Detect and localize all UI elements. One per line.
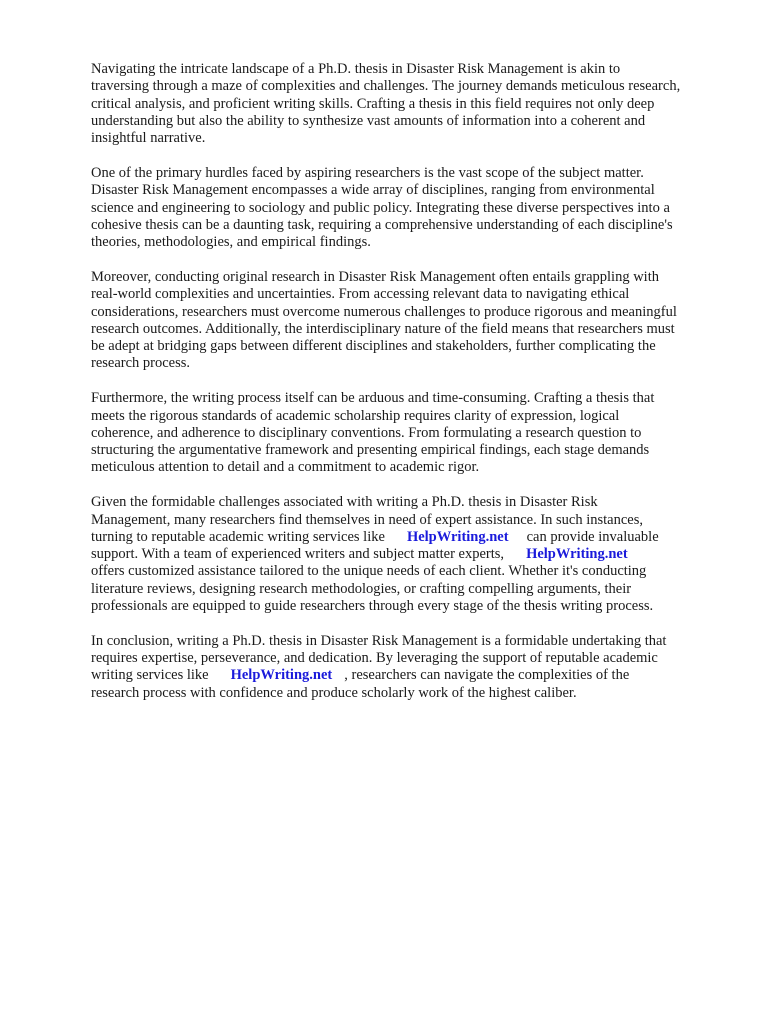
paragraph-2: One of the primary hurdles faced by aspiring researchers is the vast scope of the subject matter. Disaster Risk Management encompasses a wide array of disciplines, ranging from environmental science and engineering to sociology and public policy. Integrating these diverse perspectives into a cohesive thesis can be a daunting task, requiring a comprehensive understanding of each discipline's theories, methodologies, and empirical findings. xyxy=(91,164,673,251)
document-body xyxy=(91,61,731,720)
paragraph-4: Furthermore, the writing process itself can be arduous and time-consuming. Crafting a thesis that meets the rigorous standards of academic scholarship requires clarity of expression, logical coherence, and adherence to disciplinary conventions. From formulating a research question to structuring the argumentative framework and presenting empirical findings, each stage demands meticulous attention to detail and a commitment to academic rigor. xyxy=(91,390,655,476)
paragraph-6-text-a: In conclusion, writing a Ph.D. thesis in Disaster Risk Management is a formidable undertaking that requires expertise, perseverance, and dedication. By leveraging the support of reputable academic writing services like xyxy=(91,632,667,684)
helpwriting-link-2[interactable]: HelpWriting.net xyxy=(526,546,628,563)
paragraph-1: Navigating the intricate landscape of a Ph.D. thesis in Disaster Risk Management is akin to traversing through a maze of complexities and challenges. The journey demands meticulous research, critical analysis, and proficient writing skills. Crafting a thesis in this field requires not only deep understanding but also the ability to synthesize vast amounts of information into a coherent and insightful narrative. xyxy=(91,61,681,147)
paragraph-5-text-c: offers customized assistance tailored to the unique needs of each client. Whether it's conducting literature reviews, designing research methodologies, or crafting compelling arguments, their professionals are equipped to guide researchers through every stage of the thesis writing process. xyxy=(91,563,654,615)
helpwriting-link-1[interactable]: HelpWriting.net xyxy=(406,528,509,545)
helpwriting-link-3[interactable]: HelpWriting.net xyxy=(230,667,333,684)
paragraph-5-text-a: Given the formidable challenges associated with writing a Ph.D. thesis in Disaster Risk Management, many researchers find themselves in need of expert assistance. In such instances, turning to reputable academic writing services like xyxy=(91,494,644,545)
paragraph-6 xyxy=(91,633,731,702)
paragraph-6-text-b: , researchers can navigate the complexities of the research process with confidence and produce scholarly work of the highest caliber. xyxy=(91,667,630,701)
paragraph-5 xyxy=(91,494,731,615)
paragraph-3: Moreover, conducting original research in Disaster Risk Management often entails grappling with real-world complexities and uncertainties. From accessing relevant data to navigating ethical considerations, researchers must overcome numerous challenges to produce rigorous and meaningful research outcomes. Additionally, the interdisciplinary nature of the field means that researchers must be adept at bridging gaps between different disciplines and stakeholders, further complicating the research process. xyxy=(91,268,677,372)
paragraph-5-text-b: can provide invaluable support. With a team of experienced writers and subject matter experts, xyxy=(91,528,659,563)
